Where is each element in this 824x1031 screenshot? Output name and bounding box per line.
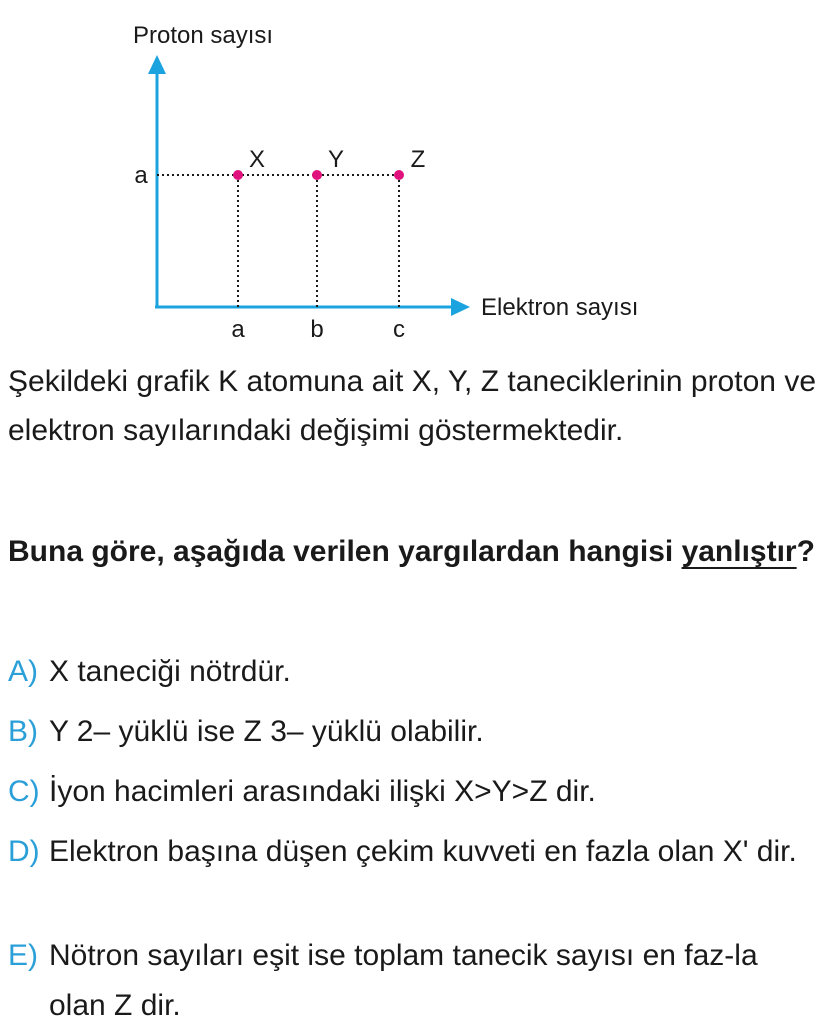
option-d-text: Elektron başına düşen çekim kuvveti en fazla olan X' dir. — [49, 835, 797, 868]
guide-lines — [157, 175, 399, 307]
point-label-y: Y — [327, 146, 345, 173]
x-tick-label-a: a — [231, 316, 245, 343]
x-axis-label: Elektron sayısı — [481, 294, 639, 321]
option-e[interactable] — [8, 931, 816, 1031]
option-d-letter: D) — [8, 835, 40, 868]
point-label-x: X — [248, 146, 266, 173]
proton-electron-chart — [0, 0, 824, 350]
option-b-letter: B) — [8, 715, 38, 748]
question-emphasis: yanlıştır — [681, 535, 797, 568]
option-c-text: İyon hacimleri arasındaki ilişki X>Y>Z dir. — [49, 775, 596, 808]
option-c[interactable] — [8, 767, 816, 817]
y-tick-label-a: a — [134, 162, 148, 189]
question-stem: Şekildeki grafik K atomuna ait X, Y, Z taneciklerinin proton ve elektron sayılarındaki değişimi göstermektedir. — [8, 365, 816, 447]
question-end: ? — [796, 535, 815, 568]
x-tick-label-c: c — [393, 316, 405, 343]
option-e-text: Nötron sayıları eşit ise toplam tanecik sayısı en faz-la olan Z dir. — [49, 939, 758, 1022]
option-a-letter: A) — [8, 655, 38, 688]
y-axis-arrowhead — [148, 55, 166, 74]
option-a[interactable] — [8, 647, 816, 697]
tick-labels — [134, 162, 405, 343]
option-c-letter: C) — [8, 775, 40, 808]
axes — [148, 55, 470, 316]
option-b-text: Y 2– yüklü ise Z 3– yüklü olabilir. — [49, 715, 484, 748]
option-e-letter: E) — [8, 939, 38, 972]
x-axis-arrowhead — [451, 298, 470, 316]
data-points — [233, 146, 425, 180]
option-b[interactable] — [8, 707, 816, 757]
option-a-text: X taneciği nötrdür. — [49, 655, 291, 688]
question-prompt — [8, 527, 816, 576]
point-x — [233, 170, 243, 180]
point-z — [394, 170, 404, 180]
question-text: Buna göre, aşağıda verilen yargılardan hangisi — [8, 535, 682, 568]
x-tick-label-b: b — [310, 316, 324, 343]
option-d[interactable] — [8, 827, 816, 877]
y-axis-label: Proton sayısı — [133, 22, 274, 49]
point-label-z: Z — [410, 146, 426, 173]
point-y — [312, 170, 322, 180]
